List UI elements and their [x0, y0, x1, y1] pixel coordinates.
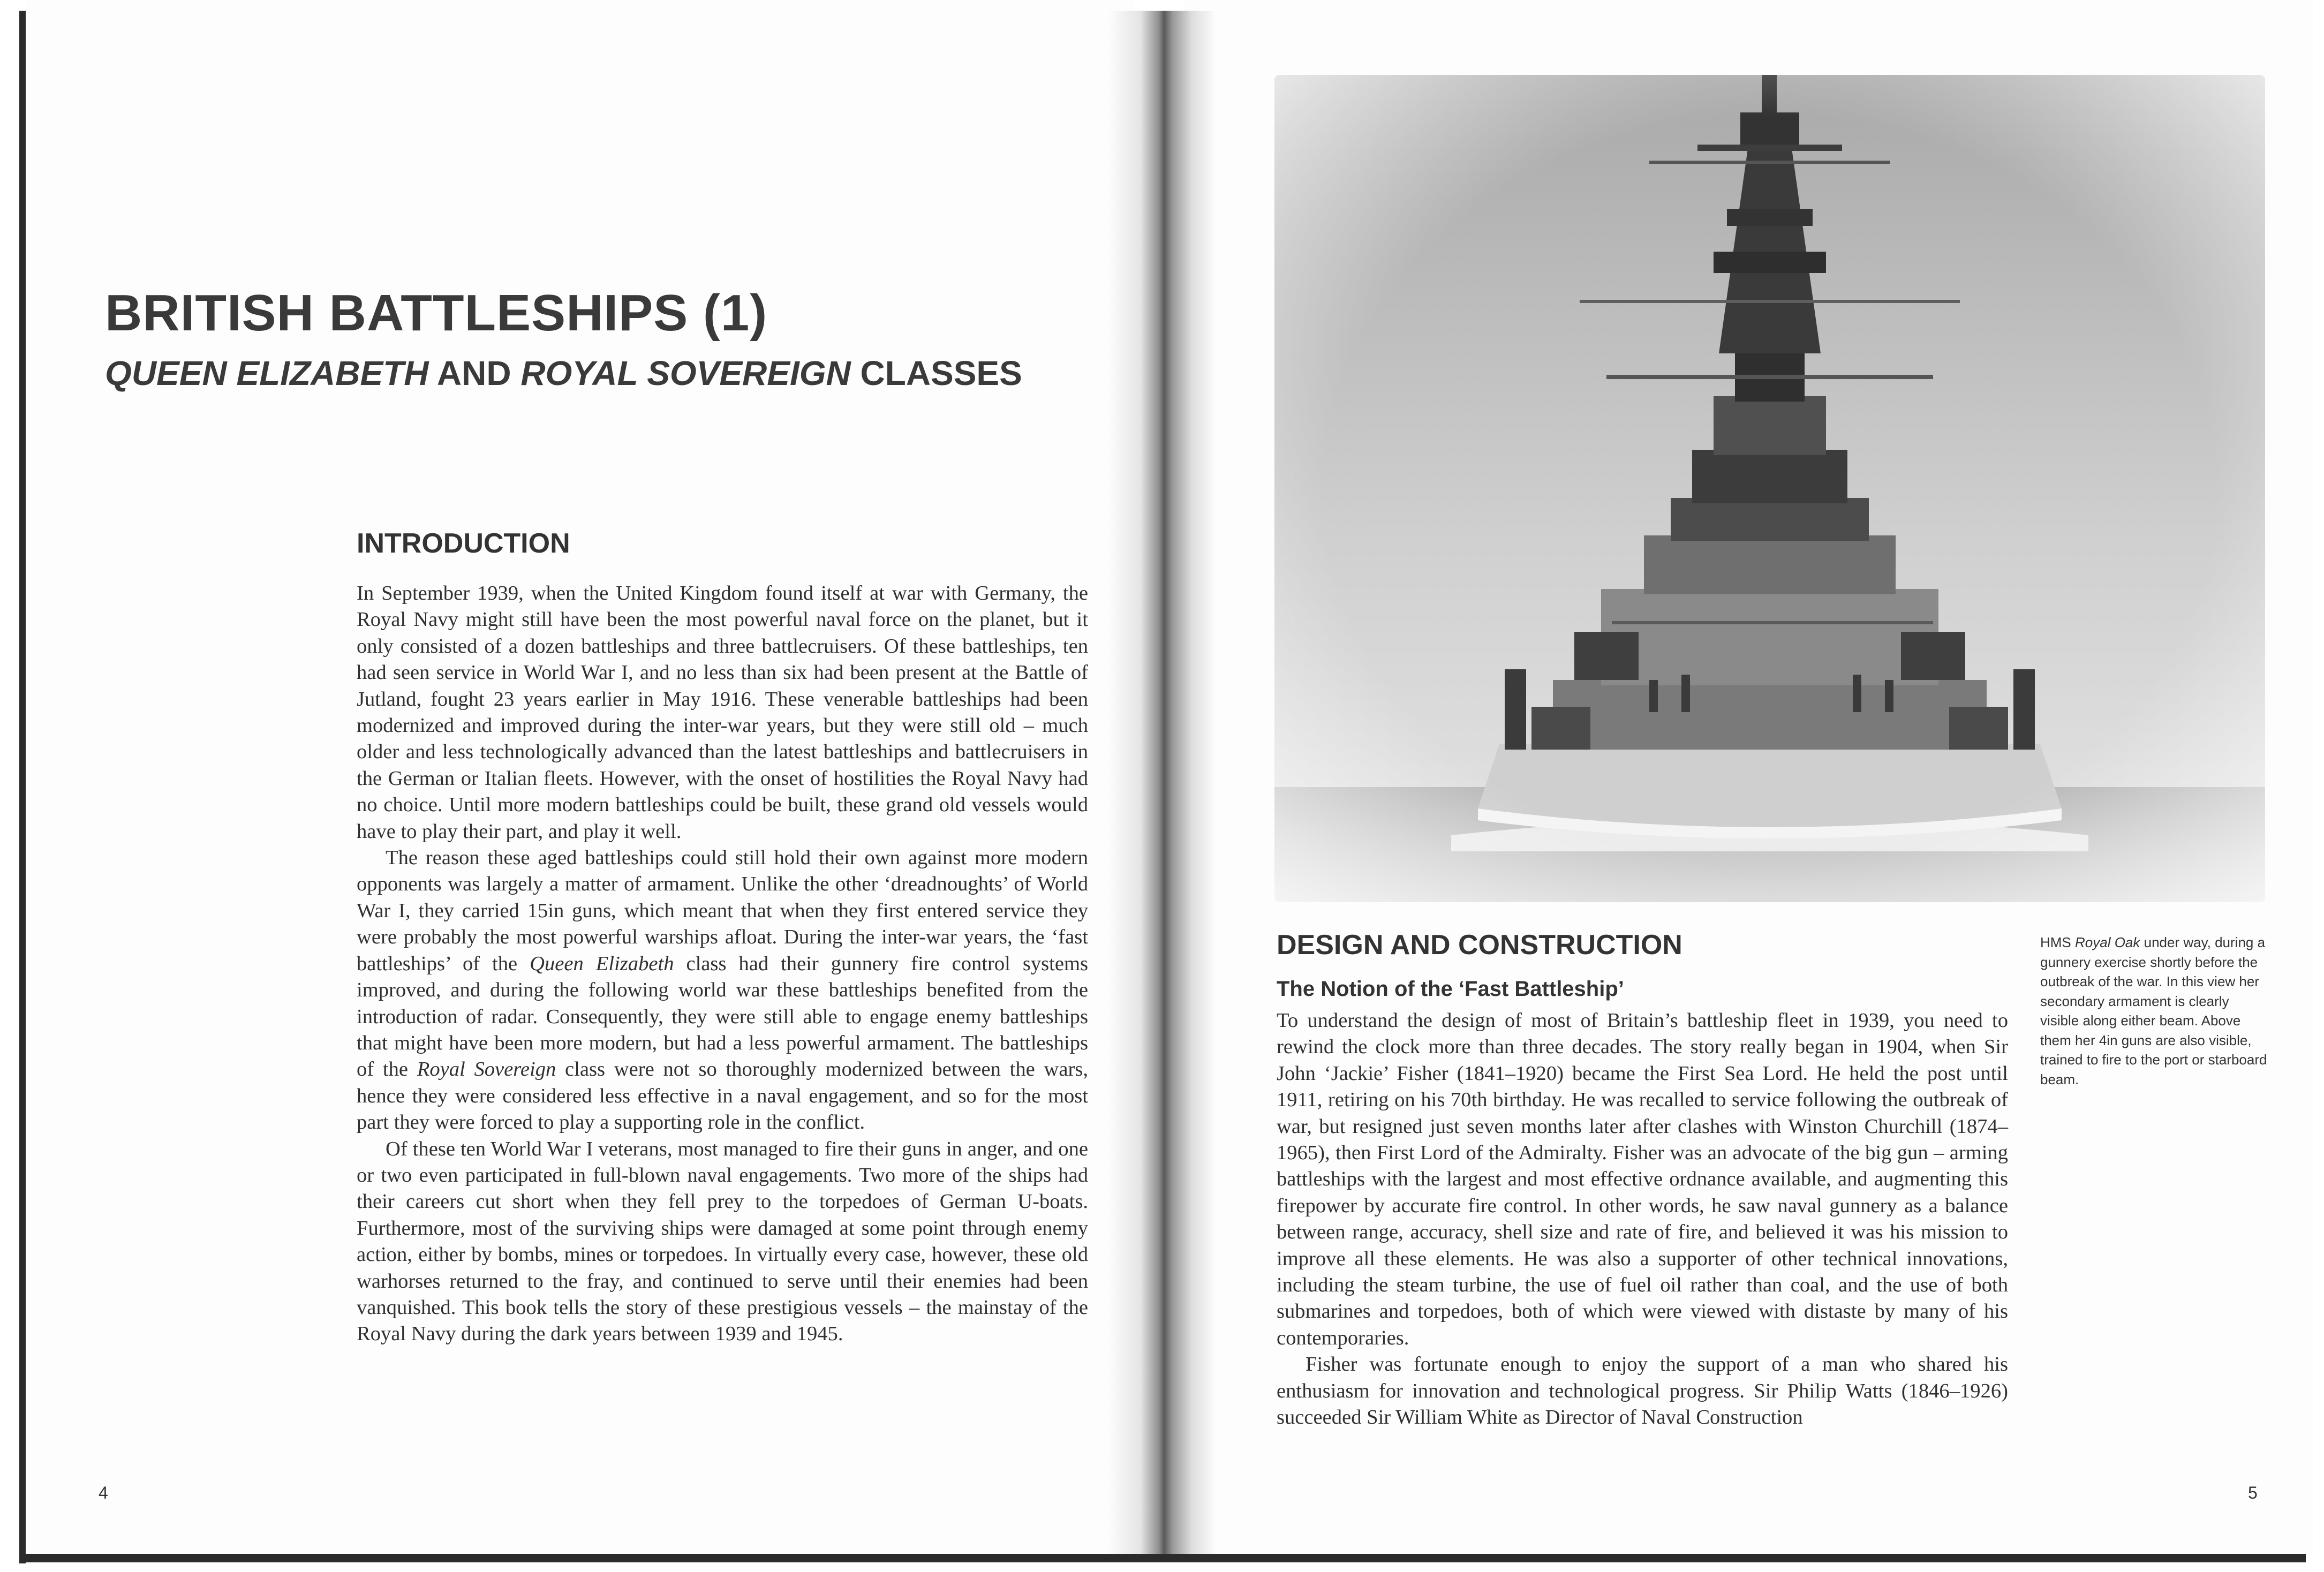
- introduction-heading: INTRODUCTION: [357, 528, 570, 559]
- battleship-photo: [1274, 75, 2265, 902]
- subtitle-class-2: ROYAL SOVEREIGN: [520, 354, 851, 392]
- photo-caption: HMS Royal Oak under way, during a gunnery exercise shortly before the outbreak of the war. In this view her secondary armament is clearly visible along either beam. Above them her 4in guns are also visible, trained to fire to the port or starboard beam.: [2040, 934, 2267, 1087]
- intro-paragraph: The reason these aged battleships could still hold their own against more modern opponents was largely a matter of armament. Unlike the other ‘dreadnoughts’ of World War I, they carried 15in guns, which meant that when they first entered service they were probably the most powerful warships afloat. During the inter-war years, the ‘fast battleships’ of the Queen Elizabeth class had their gunnery fire control systems improved, and during the following world war these battleships benefited from the introduction of radar. Consequently, they were still able to engage enemy battleships that might have been more modern, but had a less powerful armament. The battleships of the Royal Sovereign class were not so thoroughly modernized between the wars, hence they were considered less effective in a naval engagement, and so for the most part they were forced to play a supporting role in the conflict.: [357, 847, 1089, 1134]
- intro-paragraph: In September 1939, when the United Kingdom found itself at war with Germany, the Royal Navy might still have been the most powerful naval force on the planet, but it only consisted of a dozen battleships and three battlecruisers. Of these battleships, ten had seen service in World War I, and no less than six had been present at the Battle of Jutland, fought 23 years earlier in May 1916. These venerable battleships had been modernized and improved during the inter-war years, but they were still old – much older and less technologically advanced than the latest battleships and battlecruisers in the German or Italian fleets. However, with the onset of hostilities the Royal Navy had no choice. Until more modern battleships could be built, these grand old vessels would have to play their part, and play it well.: [357, 582, 1088, 843]
- battleship-image: [1274, 75, 2265, 902]
- design-paragraph: Fisher was fortunate enough to enjoy the support of a man who shared his enthusiasm for innovation and technological progress. Sir Philip Watts (1846–1926) succeeded Sir William White as Director of Naval Construction: [1277, 1353, 2008, 1429]
- introduction-body: [357, 580, 1088, 1348]
- page-number-left: 4: [99, 1483, 108, 1502]
- scan-bottom-edge: [19, 1554, 2306, 1562]
- subtitle-classes: CLASSES: [850, 354, 1022, 392]
- fast-battleship-subheading: The Notion of the ‘Fast Battleship’: [1277, 977, 1624, 1001]
- chapter-subtitle: [105, 353, 1022, 393]
- design-body: [1277, 1008, 2008, 1431]
- intro-paragraph: Of these ten World War I veterans, most managed to fire their guns in anger, and one or two even participated in full-blown naval engagements. Two more of the ships had their careers cut short when they fell prey to the torpedoes of German U-boats. Furthermore, most of the surviving ships were damaged at some point through enemy action, either by bombs, mines or torpedoes. In virtually every case, however, these old warhorses returned to the fray, and continued to serve until their enemies had been vanquished. This book tells the story of these prestigious vessels – the mainstay of the Royal Navy during the dark years between 1939 and 1945.: [357, 1137, 1088, 1346]
- design-heading: DESIGN AND CONSTRUCTION: [1277, 929, 1682, 961]
- page-number-right: 5: [2248, 1483, 2258, 1502]
- chapter-title: BRITISH BATTLESHIPS (1): [105, 284, 768, 342]
- subtitle-class-1: QUEEN ELIZABETH: [105, 354, 429, 392]
- design-paragraph: To understand the design of most of Britain’s battleship fleet in 1939, you need to rewind the clock more than three decades. The story really began in 1904, when Sir John ‘Jackie’ Fisher (1841–1920) became the First Sea Lord. He held the post until 1911, retiring on his 70th birthday. He was recalled to service following the outbreak of war, but resigned just seven months later after clashes with Winston Churchill (1874–1965), then First Lord of the Admiralty. Fisher was an advocate of the big gun – arming battleships with the largest and most effective ordnance available, and augmenting this firepower by accurate fire control. In other words, he saw naval gunnery as a balance between range, accuracy, shell size and rate of fire, and believed it was his mission to improve all these elements. He was also a supporter of other technical innovations, including the steam turbine, the use of fuel oil rather than coal, and the use of both submarines and torpedoes, both of which were viewed with distaste by many of his contemporaries.: [1277, 1009, 2008, 1349]
- book-gutter: [1108, 11, 1216, 1554]
- subtitle-and: AND: [428, 354, 521, 392]
- scan-left-edge: [19, 11, 26, 1563]
